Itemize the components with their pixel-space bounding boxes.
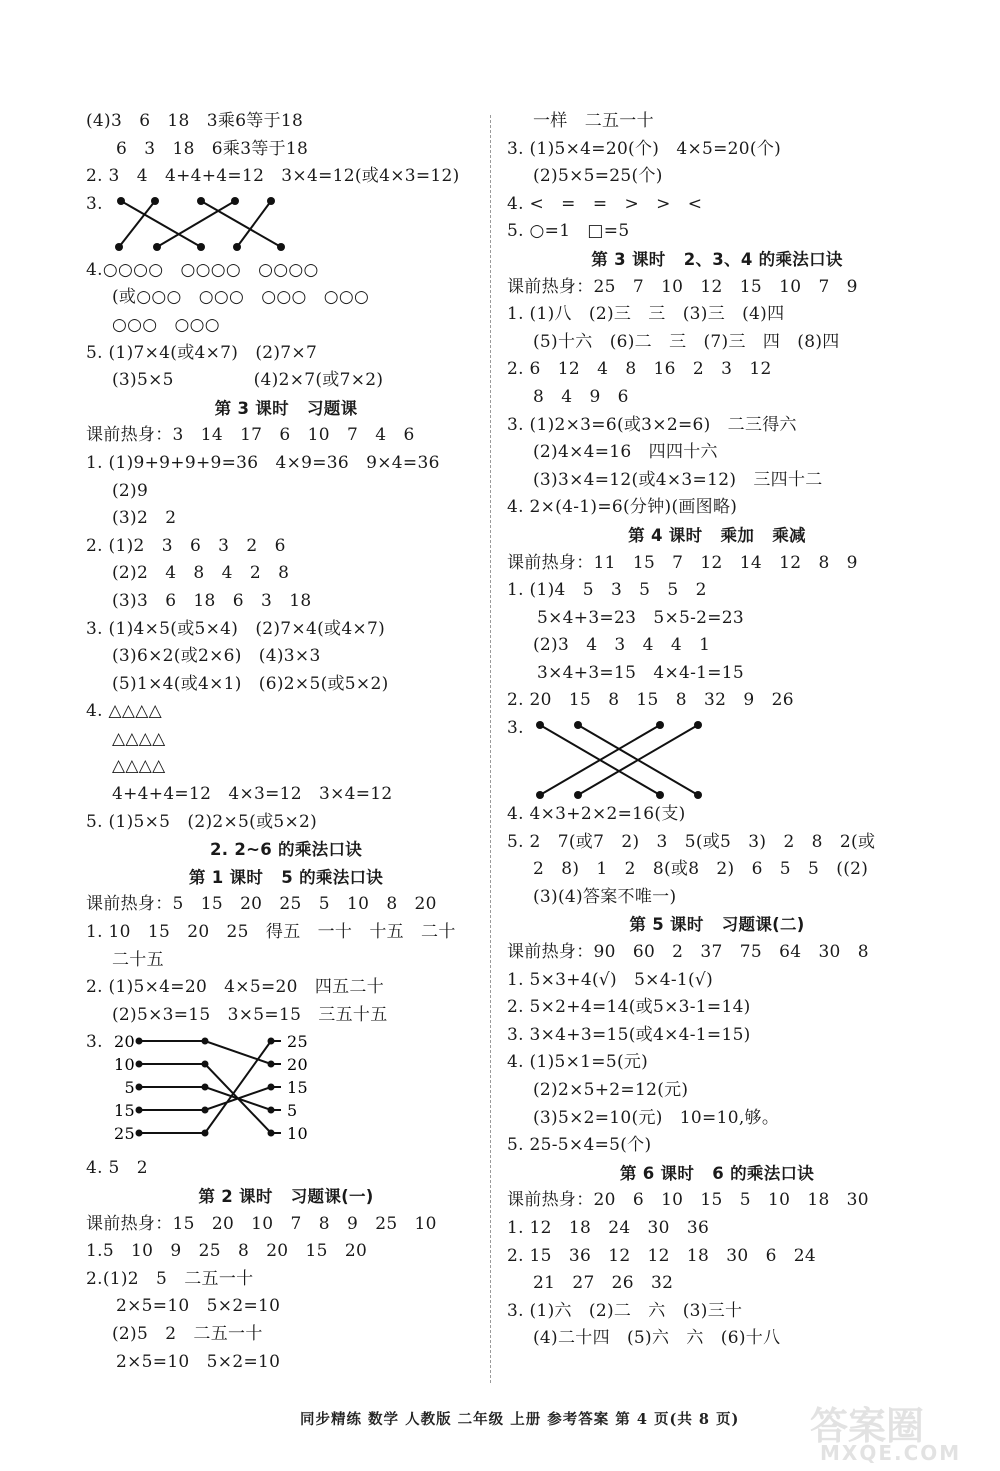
answer-text: 4. < = = > > <	[507, 193, 703, 214]
answer-line	[507, 439, 927, 467]
answer-line	[507, 1105, 927, 1133]
answer-text: 课前热身：25 7 10 12 15 10 7 9	[507, 276, 858, 297]
match-dot	[135, 1107, 142, 1114]
answer-text: 课前热身：3 14 17 6 10 7 4 6	[86, 425, 415, 446]
answer-text: 2. 20 15 8 15 8 32 9 26	[507, 690, 794, 711]
answer-line	[86, 505, 486, 533]
answer-line	[86, 588, 486, 616]
answer-line	[86, 1349, 486, 1377]
left-value-label: 15	[113, 1101, 135, 1121]
answer-text: (2)3 4 3 4 4 1	[533, 635, 711, 656]
answer-text: 课前热身：20 6 10 15 5 10 18 30	[507, 1190, 869, 1211]
answer-text: (3)5×2=10(元) 10=10,够。	[533, 1107, 780, 1128]
answer-text: 2. (1)5×4=20 4×5=20 四五二十	[86, 977, 385, 998]
answer-text: (3)5×5 (4)2×7(或7×2)	[112, 370, 384, 391]
answer-text: 2. 15 36 12 12 18 30 6 24	[507, 1245, 817, 1266]
answer-text: 2.(1)2 5 二五一十	[86, 1268, 254, 1289]
answer-text: 4+4+4=12 4×3=12 3×4=12	[112, 784, 393, 805]
answer-text: 21 27 26 32	[533, 1273, 674, 1294]
answer-text: 课前热身：90 60 2 37 75 64 30 8	[507, 942, 869, 963]
match-dot	[135, 1084, 142, 1091]
page-footer: 同步精练 数学 人教版 二年级 上册 参考答案 第 4 页(共 8 页)	[300, 1411, 740, 1428]
match-dot	[197, 197, 205, 205]
match-dot	[151, 197, 159, 205]
answer-line	[507, 412, 927, 440]
answer-line	[507, 467, 927, 495]
answer-line	[86, 1029, 486, 1155]
answer-text: 2. 6 12 4 8 16 2 3 12	[507, 359, 772, 380]
answer-text: 3. (1)六 (2)二 六 (3)三十	[507, 1300, 743, 1321]
match-dot	[574, 791, 582, 799]
answer-line	[507, 632, 927, 660]
answer-text: (3)2 2	[112, 508, 177, 529]
answer-line	[507, 550, 927, 578]
answer-line	[86, 726, 486, 754]
answer-text: (3)3 6 18 6 3 18	[112, 590, 312, 611]
answer-text: △△△△	[112, 756, 166, 777]
answer-text: (或○○○ ○○○ ○○○ ○○○	[112, 287, 370, 308]
answer-text: 课前热身：11 15 7 12 14 12 8 9	[507, 552, 858, 573]
match-dot	[267, 197, 275, 205]
answer-line	[86, 533, 486, 561]
match-dot	[231, 197, 239, 205]
answer-line	[507, 329, 927, 357]
answer-text: 课前热身：5 15 20 25 5 10 8 20	[86, 894, 437, 915]
match-dot	[536, 721, 544, 729]
answer-line	[86, 616, 486, 644]
answer-text: (3)3×4=12(或4×3=12) 三四十二	[533, 469, 823, 490]
match-dot	[201, 1061, 208, 1068]
match-dot	[153, 243, 161, 251]
watermark-logo	[790, 1395, 980, 1465]
match-dot	[277, 243, 285, 251]
answer-line	[86, 1321, 486, 1349]
answer-line	[507, 715, 927, 801]
answer-line	[86, 1155, 486, 1183]
answer-line	[86, 560, 486, 588]
answer-line	[86, 422, 486, 450]
answer-text: 1. 10 15 20 25 得五 一十 十五 二十	[86, 922, 456, 943]
match-dot	[267, 1107, 274, 1114]
answer-text: (2)9	[112, 480, 149, 501]
answer-text: (2)5 2 二五一十	[112, 1323, 263, 1344]
answer-line	[507, 1049, 927, 1077]
answer-line	[507, 301, 927, 329]
answer-text: 第 3 课时 习题课	[214, 398, 358, 418]
answer-text: 4.○○○○ ○○○○ ○○○○	[86, 259, 319, 280]
answer-text: 第 2 课时 习题课(一)	[198, 1187, 374, 1206]
left-value-label: 10	[113, 1055, 135, 1075]
right-value-label: 20	[286, 1055, 308, 1075]
answer-line	[507, 856, 927, 884]
match-dot	[656, 791, 664, 799]
answer-text: (2)2 4 8 4 2 8	[112, 563, 290, 584]
answer-text: 3. (1)2×3=6(或3×2=6) 二三得六	[507, 414, 797, 435]
answer-line	[507, 108, 927, 136]
answer-text: 2×5=10 5×2=10	[116, 1296, 281, 1317]
answer-line	[86, 340, 486, 368]
answer-text: 2. 2~6 的乘法口诀	[209, 840, 363, 860]
answer-line	[507, 829, 927, 857]
match-dot	[267, 1038, 274, 1045]
answer-text: 5×4+3=23 5×5-2=23	[537, 607, 745, 628]
answer-line	[86, 919, 486, 947]
answer-text: 3. (1)4×5(或5×4) (2)7×4(或4×7)	[86, 618, 386, 639]
answer-text: (2)5×5=25(个)	[533, 166, 663, 187]
answer-line	[507, 218, 927, 246]
section-heading	[86, 1183, 486, 1211]
answer-line	[507, 687, 927, 715]
answer-text: 1.5 10 9 25 8 20 15 20	[86, 1241, 368, 1262]
answer-text: (5)十六 (6)二 三 (7)三 四 (8)四	[533, 331, 840, 352]
answer-line	[507, 191, 927, 219]
answer-line	[86, 753, 486, 781]
answer-line	[86, 891, 486, 919]
answer-text: 1. 12 18 24 30 36	[507, 1217, 710, 1238]
matching-figure-2	[109, 1033, 339, 1155]
answer-text: ○○○ ○○○	[112, 314, 220, 335]
section-heading	[507, 246, 927, 274]
match-dot	[117, 197, 125, 205]
answer-text: 5. (1)7×4(或4×7) (2)7×7	[86, 342, 318, 363]
answer-text: 6 3 18 6乘3等于18	[116, 138, 309, 159]
answer-line	[507, 884, 927, 912]
answer-line	[507, 605, 927, 633]
right-value-label: 5	[286, 1101, 298, 1121]
answer-text: 第 3 课时 2、3、4 的乘法口诀	[591, 249, 843, 269]
match-line	[139, 1041, 281, 1064]
match-dot	[135, 1061, 142, 1068]
match-dot	[574, 721, 582, 729]
answer-text: 4. 5 2	[86, 1158, 148, 1179]
answer-text: 3. 3×4+3=15(或4×4-1=15)	[507, 1024, 751, 1045]
answer-text: (3)6×2(或2×6) (4)3×3	[112, 646, 321, 667]
match-dot	[135, 1130, 142, 1137]
section-heading	[507, 1160, 927, 1188]
left-value-label: 25	[113, 1124, 135, 1144]
column-divider	[490, 115, 491, 1383]
answer-line	[86, 643, 486, 671]
match-dot	[233, 243, 241, 251]
match-line	[139, 1064, 281, 1133]
answer-line	[507, 801, 927, 829]
answer-line	[507, 163, 927, 191]
answer-text: (4)3 6 18 3乘6等于18	[86, 111, 304, 131]
answer-line	[86, 1238, 486, 1266]
answer-text: 2. (1)2 3 6 3 2 6	[86, 535, 286, 556]
answer-text: (3)(4)答案不唯一)	[533, 886, 677, 907]
answer-line	[507, 660, 927, 688]
match-dot	[115, 243, 123, 251]
answer-line	[507, 356, 927, 384]
answer-text: 1. 5×3+4(√) 5×4-1(√)	[507, 969, 714, 990]
answer-text: 第 5 课时 习题课(二)	[629, 915, 805, 935]
answer-line	[507, 967, 927, 995]
answer-line	[86, 257, 486, 285]
match-dot	[536, 791, 544, 799]
watermark-url: MXQE.COM	[820, 1441, 962, 1465]
answer-line	[507, 1298, 927, 1326]
answer-line	[86, 191, 486, 257]
answer-text: 第 4 课时 乘加 乘减	[628, 525, 806, 545]
answer-line	[86, 163, 486, 191]
match-dot	[201, 1084, 208, 1091]
answer-line	[507, 274, 927, 302]
answer-text: 3×4+3=15 4×4-1=15	[537, 662, 745, 683]
right-value-label: 25	[286, 1033, 308, 1052]
answer-text: (2)4×4=16 四四十六	[533, 442, 718, 463]
section-heading	[507, 911, 927, 939]
answer-line	[86, 1293, 486, 1321]
left-column	[86, 108, 486, 1376]
right-value-label: 15	[286, 1078, 308, 1098]
match-dot	[656, 721, 664, 729]
answer-line	[507, 1325, 927, 1353]
matching-figure-3	[530, 719, 730, 801]
answer-line	[86, 108, 486, 136]
answer-text: (4)二十四 (5)六 六 (6)十八	[533, 1328, 781, 1349]
left-value-label: 5	[124, 1078, 135, 1098]
matching-figure-1	[109, 195, 339, 257]
match-line	[157, 201, 235, 247]
answer-text: 3. (1)5×4=20(个) 4×5=20(个)	[507, 138, 782, 159]
answer-line	[507, 1270, 927, 1298]
answer-text: 课前热身：15 20 10 7 8 9 25 10	[86, 1213, 437, 1234]
answer-line	[507, 1077, 927, 1105]
answer-text: 第 6 课时 6 的乘法口诀	[619, 1163, 815, 1183]
answer-line	[86, 698, 486, 726]
answer-line	[86, 367, 486, 395]
answer-line	[86, 809, 486, 837]
answer-text: 2. 5×2+4=14(或5×3-1=14)	[507, 997, 751, 1018]
section-heading	[86, 836, 486, 864]
section-heading	[86, 864, 486, 892]
answer-line	[507, 577, 927, 605]
answer-line	[507, 384, 927, 412]
answer-line	[86, 1211, 486, 1239]
answer-text: 5. (1)5×5 (2)2×5(或5×2)	[86, 811, 318, 832]
match-dot	[201, 1130, 208, 1137]
answer-text: 二十五	[112, 949, 164, 970]
answer-line	[507, 1022, 927, 1050]
match-dot	[201, 1038, 208, 1045]
answer-text: 一样 二五一十	[533, 111, 654, 131]
answer-text: 1. (1)4 5 3 5 5 2	[507, 580, 707, 601]
answer-line	[86, 1266, 486, 1294]
answer-text: 1. (1)八 (2)三 三 (3)三 (4)四	[507, 304, 785, 325]
answer-text: △△△△	[112, 728, 166, 749]
match-dot	[197, 243, 205, 251]
match-line	[121, 201, 201, 247]
match-dot	[694, 721, 702, 729]
match-dot	[201, 1107, 208, 1114]
answer-line	[507, 1132, 927, 1160]
answer-line	[507, 1215, 927, 1243]
answer-text: 4. (1)5×1=5(元)	[507, 1052, 649, 1073]
answer-line	[507, 939, 927, 967]
answer-text: 5. 2 7(或7 2) 3 5(或5 3) 2 8 2(或	[507, 831, 876, 852]
answer-line	[507, 1187, 927, 1215]
answer-line	[86, 1002, 486, 1030]
answer-line	[86, 450, 486, 478]
answer-text: 3.	[507, 718, 524, 739]
answer-line	[86, 781, 486, 809]
section-heading	[86, 395, 486, 423]
answer-text: 4. 4×3+2×2=16(支)	[507, 804, 686, 825]
answer-text: (5)1×4(或4×1) (6)2×5(或5×2)	[112, 673, 389, 694]
answer-text: 第 1 课时 5 的乘法口诀	[188, 867, 384, 887]
answer-line	[86, 974, 486, 1002]
answer-text: 8 4 9 6	[533, 386, 629, 407]
answer-line	[86, 312, 486, 340]
answer-line	[86, 136, 486, 164]
section-heading	[507, 522, 927, 550]
answer-text: 3.	[86, 193, 103, 214]
answer-line	[86, 478, 486, 506]
right-column	[507, 108, 927, 1353]
match-dot	[135, 1038, 142, 1045]
answer-text: 5. ○=1 □=5	[507, 221, 630, 242]
match-dot	[267, 1061, 274, 1068]
answer-line	[507, 136, 927, 164]
answer-line	[507, 994, 927, 1022]
answer-text: 4. △△△△	[86, 701, 163, 722]
answer-line	[86, 947, 486, 975]
answer-text: 4. 2×(4-1)=6(分钟)(画图略)	[507, 497, 738, 518]
answer-line	[86, 284, 486, 312]
answer-text: 3.	[86, 1032, 103, 1053]
answer-text: (2)5×3=15 3×5=15 三五十五	[112, 1004, 388, 1025]
match-dot	[267, 1130, 274, 1137]
match-dot	[267, 1084, 274, 1091]
answer-text: 5. 25-5×4=5(个)	[507, 1135, 652, 1156]
answer-text: (2)2×5+2=12(元)	[533, 1080, 689, 1100]
answer-line	[507, 494, 927, 522]
answer-text: 1. (1)9+9+9+9=36 4×9=36 9×4=36	[86, 452, 440, 473]
answer-line	[86, 671, 486, 699]
answer-line	[507, 1243, 927, 1271]
answer-text: 2 8) 1 2 8(或8 2) 6 5 5 ((2)	[533, 859, 869, 880]
match-dot	[694, 791, 702, 799]
answer-text: 2×5=10 5×2=10	[116, 1351, 281, 1372]
match-line	[119, 201, 155, 247]
right-value-label: 10	[286, 1124, 308, 1144]
watermark-text: 答案圈	[810, 1404, 925, 1448]
answer-text: 2. 3 4 4+4+4=12 3×4=12(或4×3=12)	[86, 166, 460, 187]
left-value-label: 20	[113, 1033, 135, 1052]
